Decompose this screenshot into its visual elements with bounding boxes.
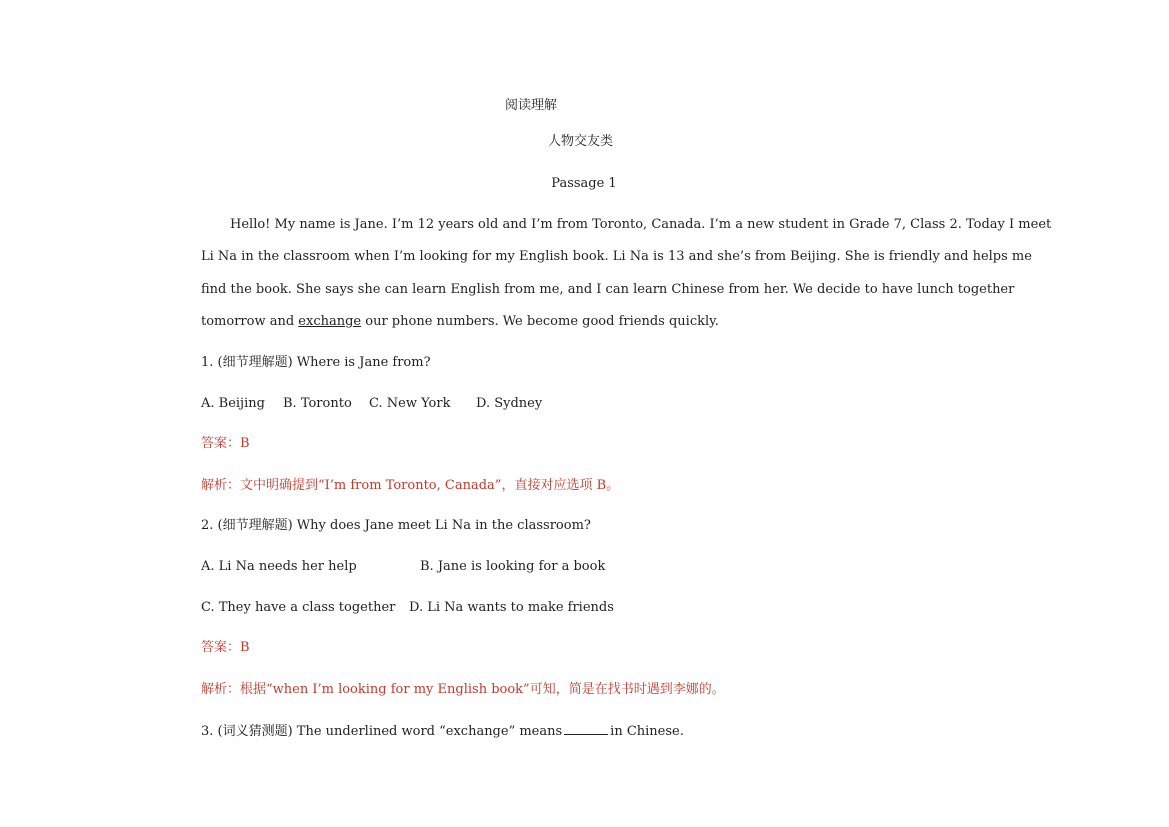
- question-1-option-d: D. Sydney: [476, 396, 543, 411]
- passage-text: tomorrow and: [201, 314, 299, 329]
- question-3-stem-text: 3. (词义猜测题) The underlined word “exchange” means: [201, 724, 563, 739]
- question-2-answer: 答案：B: [201, 640, 250, 655]
- category-title: 人物交友类: [548, 134, 614, 149]
- question-1-option-c: C. New York: [369, 396, 451, 411]
- answer-blank: [564, 723, 608, 735]
- passage-text: our phone numbers. We become good friends quickly.: [361, 314, 719, 329]
- underlined-word: exchange: [298, 314, 362, 329]
- passage-line-4: [201, 314, 969, 330]
- passage-line-1: Hello! My name is Jane. I’m 12 years old and I’m from Toronto, Canada. I’m a new student in Grade 7, Class 2. Today I meet: [230, 217, 1052, 232]
- question-1-option-a: A. Beijing: [201, 396, 265, 411]
- question-2-stem: 2. (细节理解题) Why does Jane meet Li Na in the classroom?: [201, 518, 591, 533]
- question-3-stem: [201, 723, 684, 740]
- question-1-option-b: B. Toronto: [283, 396, 352, 411]
- question-2-option-d: D. Li Na wants to make friends: [409, 600, 614, 615]
- question-1-answer: 答案：B: [201, 436, 250, 451]
- question-1-analysis: 解析：文中明确提到“I’m from Toronto, Canada”，直接对应选项 B。: [201, 478, 620, 493]
- question-2-option-b: B. Jane is looking for a book: [420, 559, 606, 574]
- question-2-option-c: C. They have a class together: [201, 600, 396, 615]
- question-1-stem: 1. (细节理解题) Where is Jane from?: [201, 355, 431, 370]
- question-2-option-a: A. Li Na needs her help: [201, 559, 357, 574]
- passage-title: Passage 1: [551, 176, 617, 191]
- passage-line-2: Li Na in the classroom when I’m looking for my English book. Li Na is 13 and she’s from Beijing. She is friendly and helps me: [201, 249, 1032, 264]
- question-2-analysis: 解析：根据“when I’m looking for my English book”可知，简是在找书时遇到李娜的。: [201, 682, 725, 697]
- question-3-stem-text: in Chinese.: [610, 724, 684, 739]
- section-title: 阅读理解: [505, 98, 558, 113]
- passage-line-3: find the book. She says she can learn English from me, and I can learn Chinese from her. We decide to have lunch together: [201, 282, 1015, 297]
